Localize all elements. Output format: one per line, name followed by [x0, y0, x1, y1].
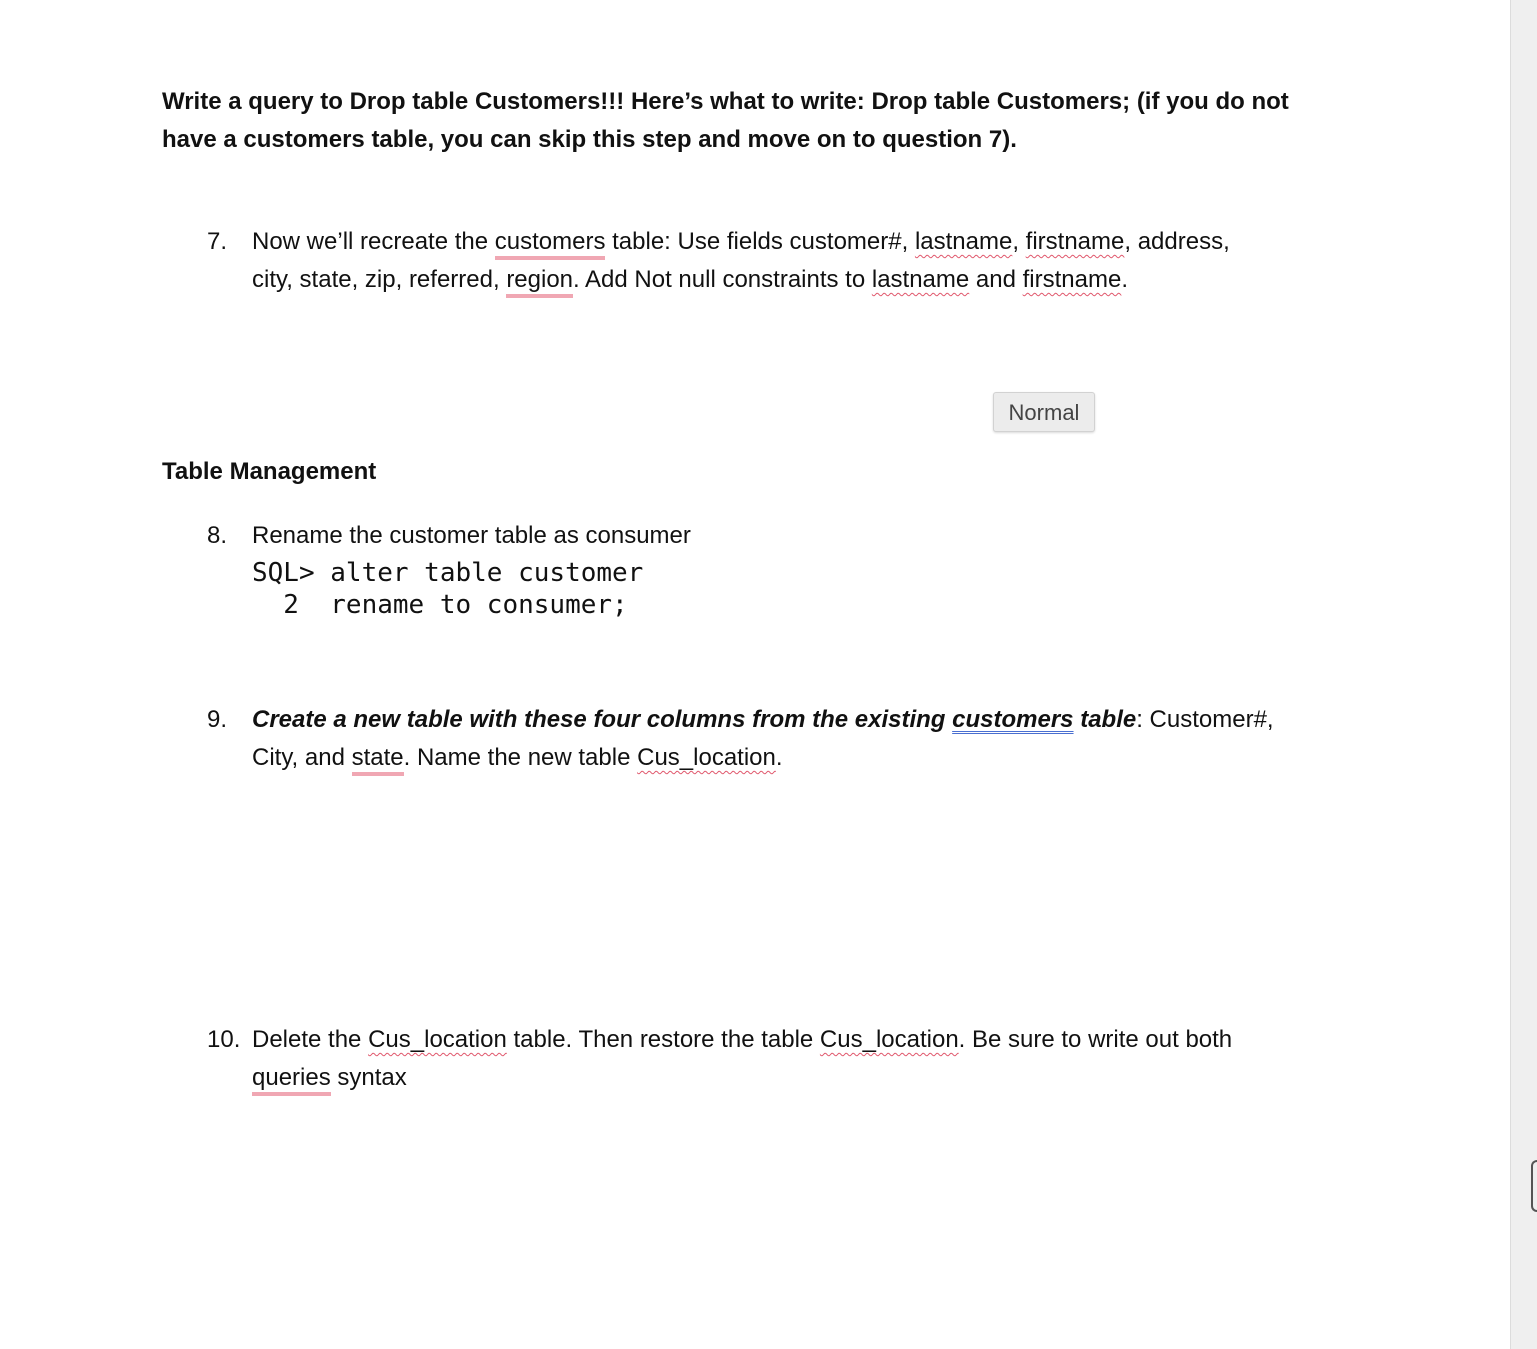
q7-spelling-firstname[interactable]: firstname [1022, 266, 1122, 293]
q8-number: 8. [207, 522, 228, 549]
q9-text: . [775, 744, 783, 771]
q7-text: , [1012, 228, 1026, 255]
q9-text: City, and [252, 744, 352, 771]
q10-text: . Be sure to write out both [958, 1026, 1233, 1053]
q9-text: : Customer#, [1136, 706, 1274, 733]
q10-spelling-cus-location[interactable]: Cus_location [819, 1026, 959, 1053]
q7-text: Now we’ll recreate the [252, 228, 495, 255]
q9-line-1 [252, 705, 1274, 735]
q7-text: city, state, zip, referred, [252, 266, 507, 293]
intro-line-2: have a customers table, you can skip this step and move on to question 7). [162, 126, 1017, 153]
q7-text: . Add Not null constraints to [573, 266, 872, 293]
q7-grammar-customers[interactable]: customers [495, 228, 606, 260]
section-heading: Table Management [162, 458, 377, 485]
q8-code-line-1: SQL> alter table customer [252, 558, 644, 588]
style-tooltip: Normal [993, 392, 1095, 432]
q9-line-2 [252, 743, 783, 773]
q7-text: . [1121, 266, 1129, 293]
q8-text: Rename the customer table as consumer [252, 522, 691, 549]
scrollbar-handle[interactable] [1531, 1160, 1537, 1212]
q10-grammar-queries[interactable]: queries [252, 1064, 331, 1096]
q7-grammar-region[interactable]: region [506, 266, 573, 298]
q10-number: 10. [207, 1026, 241, 1053]
intro-line-1: Write a query to Drop table Customers!!! Here’s what to write: Drop table Customers; (if you do not [162, 88, 1289, 115]
q9-text: table [1073, 706, 1137, 733]
q10-text: Delete the [252, 1026, 369, 1053]
q7-text: and [969, 266, 1023, 293]
q7-text: table: Use fields customer#, [605, 228, 915, 255]
q7-spelling-lastname[interactable]: lastname [871, 266, 970, 293]
q9-text: . Name the new table [403, 744, 638, 771]
q7-number: 7. [207, 228, 228, 255]
q9-spelling-cus-location[interactable]: Cus_location [637, 744, 776, 771]
q10-line-1 [252, 1025, 1232, 1055]
q8-code-line-2: 2 rename to consumer; [252, 590, 628, 620]
q9-grammar-customers[interactable]: customers [952, 706, 1074, 733]
q10-text: syntax [330, 1064, 407, 1091]
q9-grammar-state[interactable]: state [352, 744, 404, 776]
q9-number: 9. [207, 706, 228, 733]
q10-text: table. Then restore the table [506, 1026, 820, 1053]
q10-spelling-cus-location[interactable]: Cus_location [368, 1026, 507, 1053]
q9-text: Create a new table with these four columns from the existing [252, 706, 953, 733]
q7-line-1 [252, 227, 1230, 257]
q7-spelling-firstname[interactable]: firstname [1025, 228, 1125, 255]
q7-text: , address, [1124, 228, 1230, 255]
q10-line-2 [252, 1063, 407, 1093]
q7-line-2 [252, 265, 1128, 295]
q7-spelling-lastname[interactable]: lastname [914, 228, 1013, 255]
window-gutter [1510, 0, 1537, 1349]
